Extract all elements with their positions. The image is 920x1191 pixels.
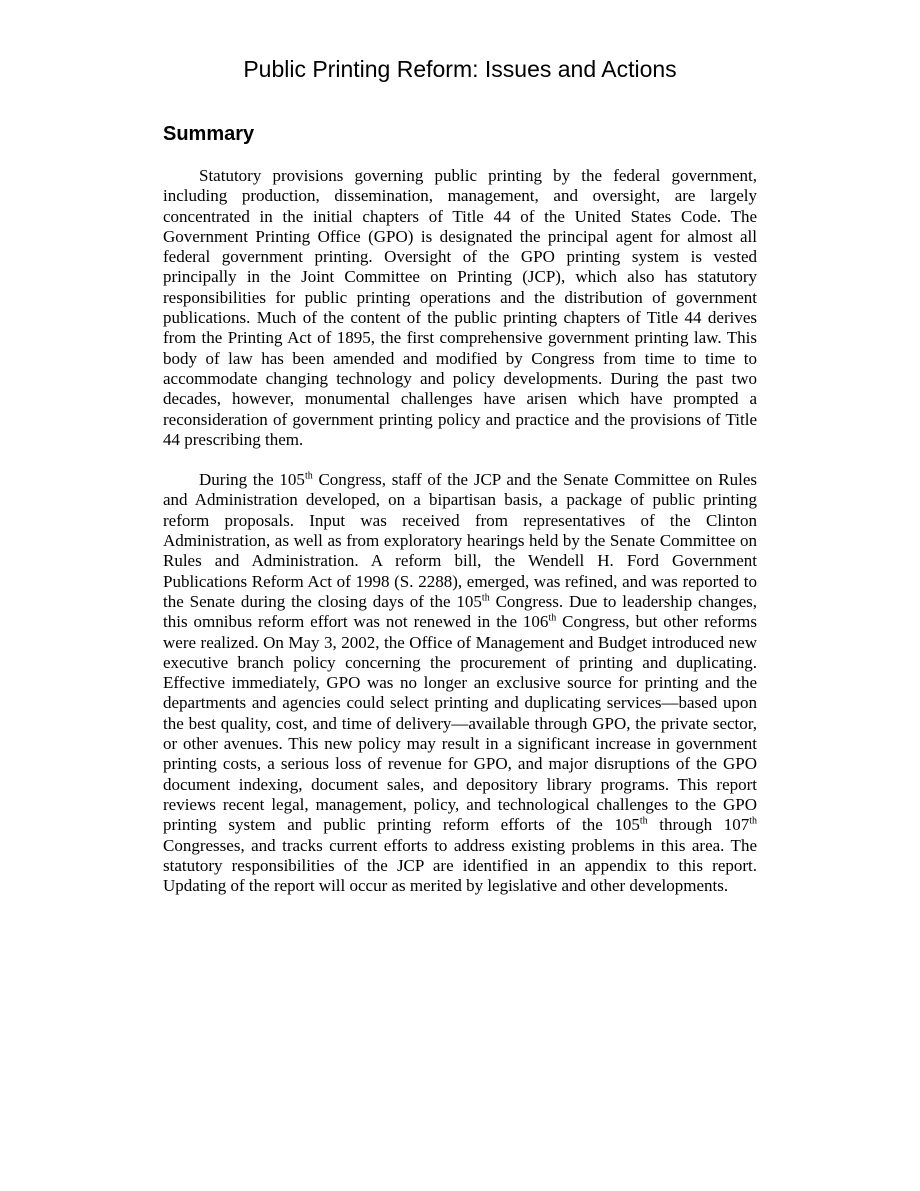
paragraph-2-text: through 107 <box>647 815 750 835</box>
paragraph-2-text: During the 105 <box>199 470 305 490</box>
summary-paragraph-1: Statutory provisions governing public printing by the federal government, including production, dissemination, management, and oversight, are largely concentrated in the initial chapters of Title 44 of the United States Code. The Government Printing Office (GPO) is designated the principal agent for almost all federal government printing. Oversight of the GPO printing system is vested principally in the Joint Committee on Printing (JCP), which also has statutory responsibilities for public printing operations and the distribution of government publications. Much of the content of the public printing chapters of Title 44 derives from the Printing Act of 1895, the first comprehensive government printing law. This body of law has been amended and modified by Congress from time to time to accommodate changing technology and policy developments. During the past two decades, however, monumental challenges have arisen which have prompted a reconsideration of government printing policy and practice and the provisions of Title 44 prescribing them. <box>163 166 757 449</box>
paragraph-2-text: Congress. Due to leadership changes, this omnibus reform effort was not renewed in the 106 <box>163 591 757 632</box>
superscript-ordinal: th <box>749 815 757 827</box>
paragraph-2-text: Congress, staff of the JCP and the Senate Committee on Rules and Administration developed, on a bipartisan basis, a package of public printing reform proposals. Input was received from representatives of the Clinton Administration, as well as from exploratory hearings held by the Senate Committee on Rules and Administration. A reform bill, the Wendell H. Ford Government Publications Reform Act of 1998 (S. 2288), emerged, was refined, and was reported to the Senate during the closing days of the 105 <box>163 470 757 611</box>
paragraph-2-text: Congress, but other reforms were realized. On May 3, 2002, the Office of Management and Budget introduced new executive branch policy concerning the procurement of printing and duplicating. Effective immediately, GPO was no longer an exclusive source for printing and the departments and agencies could select printing and duplicating services—based upon the best quality, cost, and time of delivery—available through GPO, the private sector, or other avenues. This new policy may result in a significant increase in government printing costs, a serious loss of revenue for GPO, and major disruptions of the GPO document indexing, document sales, and depository library programs. This report reviews recent legal, management, policy, and technological challenges to the GPO printing system and public printing reform efforts of the 105 <box>163 612 757 835</box>
superscript-ordinal: th <box>548 612 557 624</box>
superscript-ordinal: th <box>639 815 648 827</box>
summary-body <box>163 166 757 916</box>
paragraph-2-text: Congresses, and tracks current efforts to address existing problems in this area. The statutory responsibilities of the JCP are identified in an appendix to this report. Updating of the report will occur as merited by legislative and other developments. <box>163 835 757 896</box>
document-title: Public Printing Reform: Issues and Actions <box>243 56 677 82</box>
superscript-ordinal: th <box>304 470 313 482</box>
summary-paragraph-2 <box>163 470 757 896</box>
superscript-ordinal: th <box>481 592 490 604</box>
section-heading-summary: Summary <box>163 123 255 145</box>
